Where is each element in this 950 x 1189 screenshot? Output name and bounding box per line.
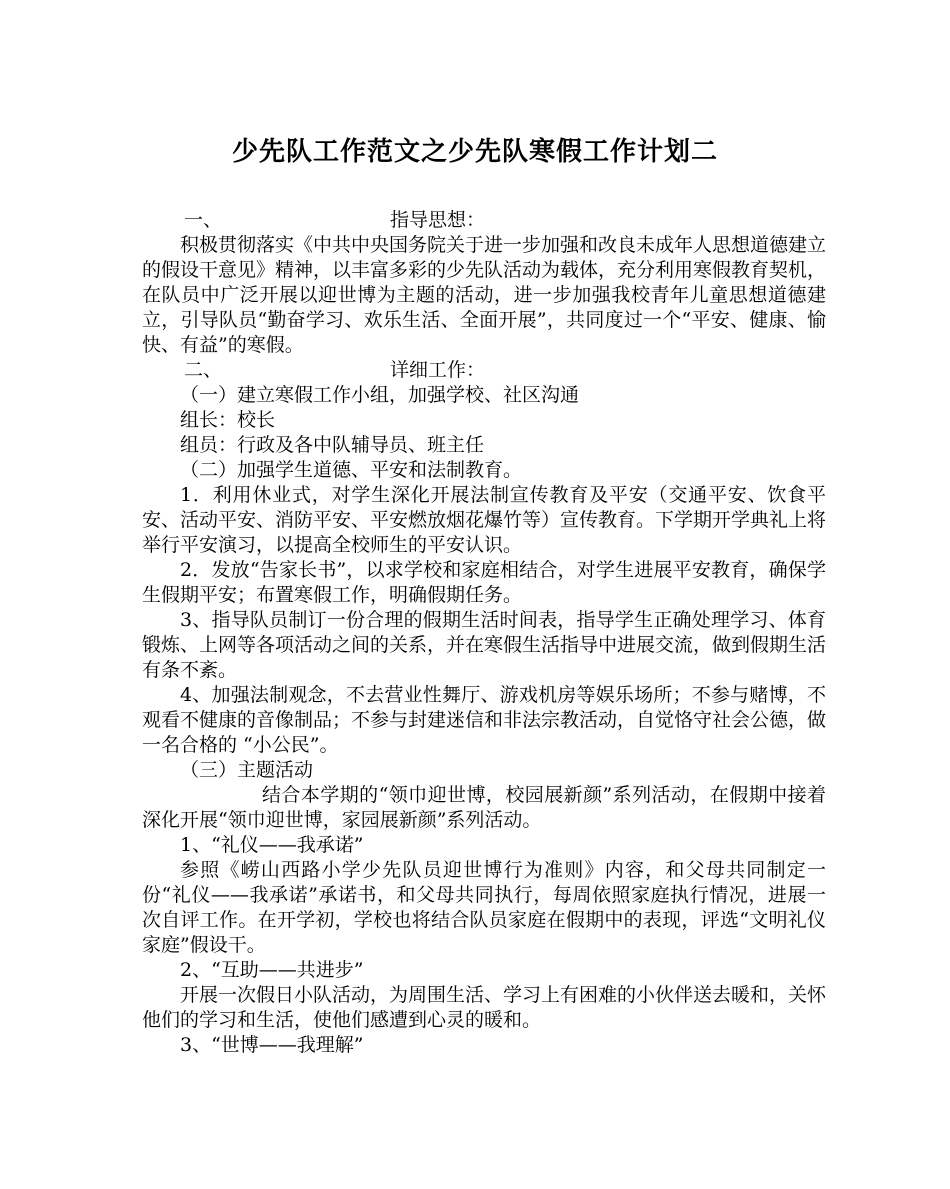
document-body <box>142 208 826 1058</box>
section-label: 指导思想： <box>390 209 486 231</box>
section-label: 详细工作： <box>390 359 486 381</box>
document-title: 少先队工作范文之少先队寒假工作计划二 <box>231 137 718 167</box>
group-members-line: 组员：行政及各中队辅导员、班主任 <box>180 434 485 456</box>
subheading-theme-activities: （三）主题活动 <box>180 759 314 781</box>
section-heading-work <box>142 358 826 383</box>
group-leader-line: 组长：校长 <box>180 409 276 431</box>
theme-intro-text: 结合本学期的“领巾迎世博，校园展新颜”系列活动，在假期中接着深化开展“领巾迎世博，家园展新颜”系列活动。 <box>142 784 826 831</box>
paragraph-guiding: 积极贯彻落实《中共中央国务院关于进一步加强和改良未成年人思想道德建立的假设干意见》精神，以丰富多彩的少先队活动为载体，充分利用寒假教育契机，在队员中广泛开展以迎世博为主题的活动，进一步加强我校青年儿童思想道德建立，引导队员“勤奋学习、欢乐生活、全面开展”，共同度过一个“平安、健康、愉快、有益”的寒假。 <box>142 234 827 356</box>
list-item: 3、指导队员制订一份合理的假期生活时间表，指导学生正确处理学习、体育锻炼、上网等各项活动之间的关系，并在寒假生活指导中进展交流，做到假期生活有条不紊。 <box>142 609 827 681</box>
section-number: 一、 <box>184 209 223 231</box>
activity-title: 1、“礼仪——我承诺” <box>180 834 364 856</box>
activity-title: 3、“世博——我理解” <box>180 1034 364 1056</box>
activity-body: 参照《崂山西路小学少先队员迎世博行为准则》内容，和父母共同制定一份“礼仪——我承诺”承诺书，和父母共同执行，每周依照家庭执行情况，进展一次自评工作。在开学初，学校也将结合队员家庭在假期中的表现，评选“文明礼仪家庭”假设干。 <box>142 859 826 956</box>
activity-title: 2、“互助——共进步” <box>180 959 364 981</box>
subheading-education: （二）加强学生道德、平安和法制教育。 <box>180 459 523 481</box>
section-heading-guiding <box>142 208 826 233</box>
list-item: 2．发放“告家长书”，以求学校和家庭相结合，对学生进展平安教育，确保学生假期平安；布置寒假工作，明确假期任务。 <box>142 559 826 606</box>
paragraph-theme-intro <box>142 783 826 833</box>
subheading-work-group: （一）建立寒假工作小组，加强学校、社区沟通 <box>180 384 580 406</box>
section-number: 二、 <box>184 359 223 381</box>
list-item: 4、加强法制观念，不去营业性舞厅、游戏机房等娱乐场所；不参与赌博，不观看不健康的音像制品；不参与封建迷信和非法宗教活动，自觉恪守社会公德，做一名合格的 “小公民”。 <box>142 684 827 756</box>
activity-body: 开展一次假日小队活动，为周围生活、学习上有困难的小伙伴送去暖和，关怀他们的学习和生活，使他们感遭到心灵的暖和。 <box>142 984 827 1031</box>
list-item: 1．利用休业式，对学生深化开展法制宣传教育及平安（交通平安、饮食平安、活动平安、消防平安、平安燃放烟花爆竹等）宣传教育。下学期开学典礼上将举行平安演习，以提高全校师生的平安认识。 <box>142 484 827 556</box>
